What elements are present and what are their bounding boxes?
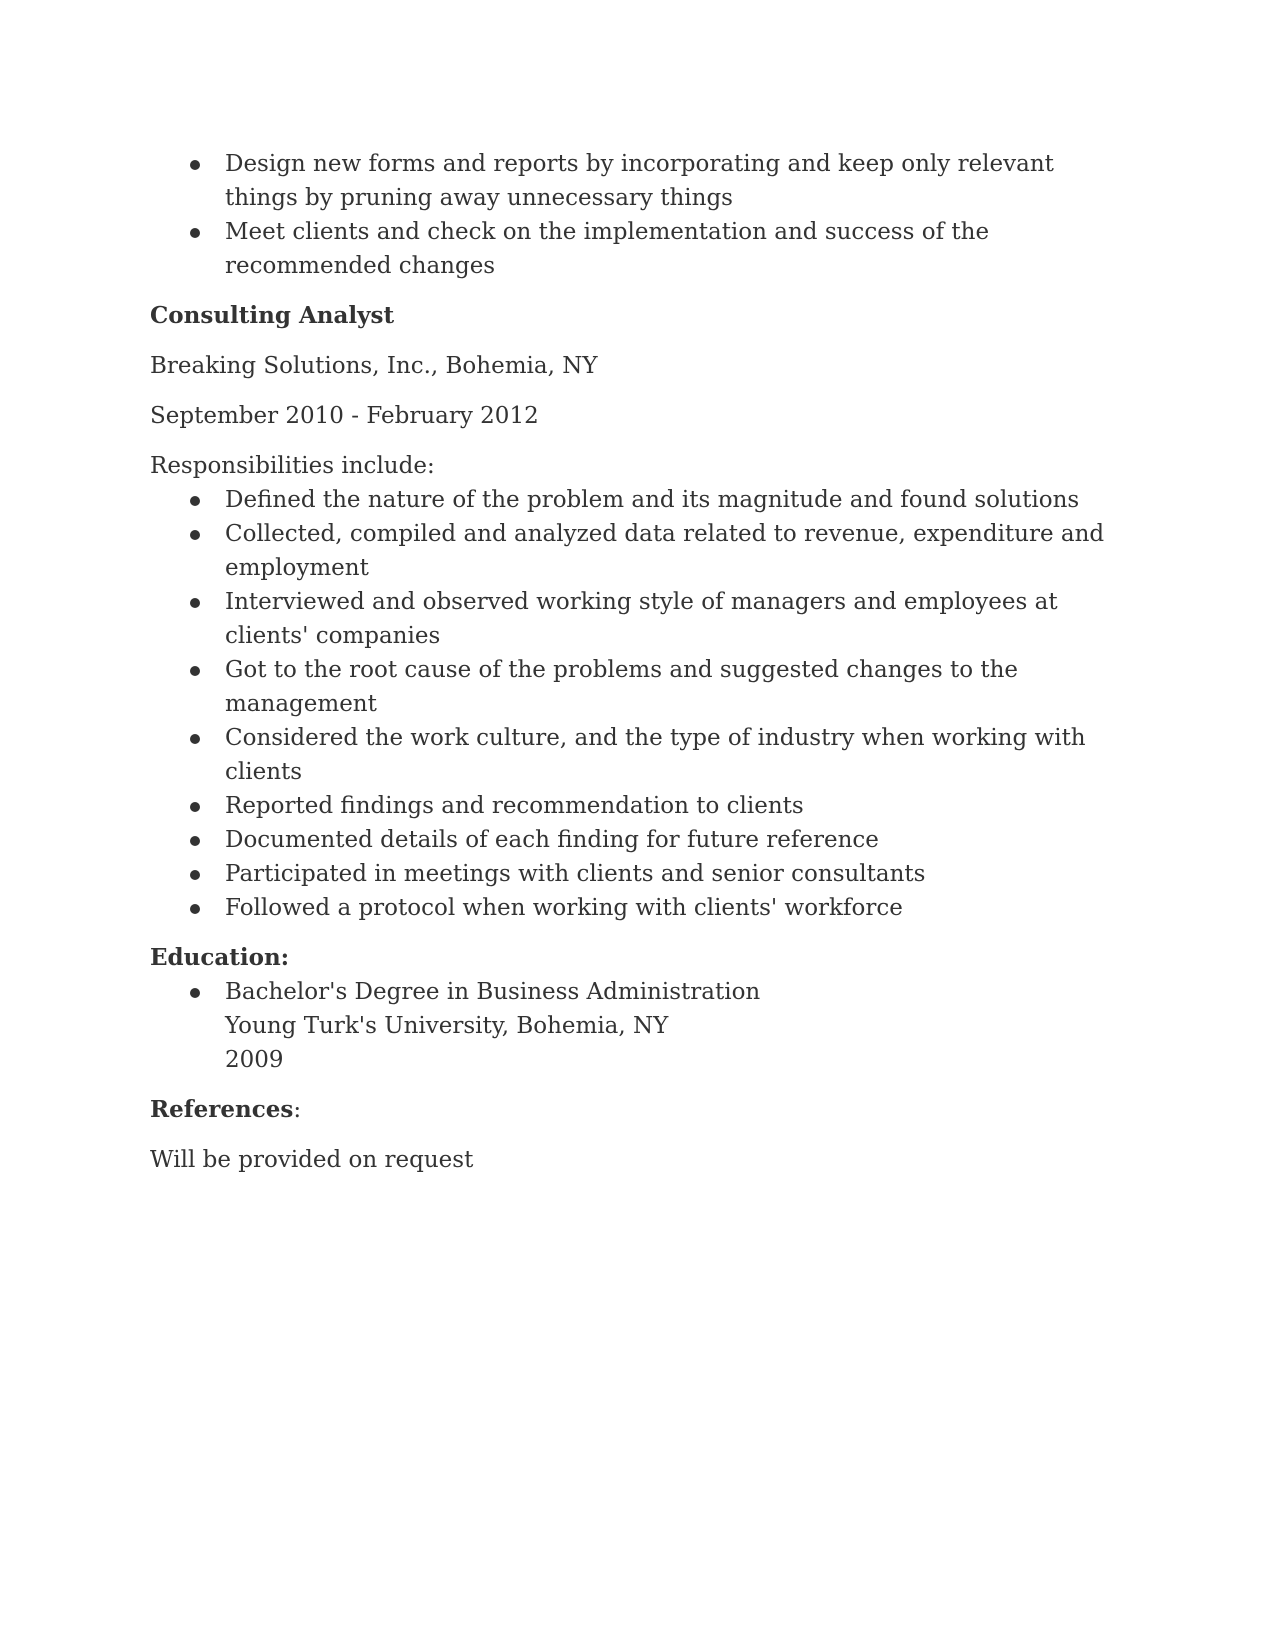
list-item: Participated in meetings with clients and senior consultants bbox=[150, 857, 1125, 891]
list-item: Followed a protocol when working with clients' workforce bbox=[150, 891, 1125, 925]
school: Young Turk's University, Bohemia, NY bbox=[225, 1013, 669, 1039]
list-item: Considered the work culture, and the type of industry when working with clients bbox=[150, 721, 1125, 789]
list-item: Collected, compiled and analyzed data related to revenue, expenditure and employment bbox=[150, 517, 1125, 585]
list-item: Design new forms and reports by incorporating and keep only relevant things by pruning away unnecessary things bbox=[150, 147, 1125, 215]
list-item: Meet clients and check on the implementation and success of the recommended changes bbox=[150, 215, 1125, 283]
education-list bbox=[150, 975, 1125, 1077]
list-item: Documented details of each finding for future reference bbox=[150, 823, 1125, 857]
company-location: Breaking Solutions, Inc., Bohemia, NY bbox=[150, 353, 598, 379]
list-item: Got to the root cause of the problems and suggested changes to the management bbox=[150, 653, 1125, 721]
responsibilities-list bbox=[150, 483, 1125, 925]
job-title: Consulting Analyst bbox=[150, 302, 395, 329]
degree: Bachelor's Degree in Business Administration bbox=[225, 979, 761, 1005]
employment-dates: September 2010 - February 2012 bbox=[150, 403, 539, 429]
references-text: Will be provided on request bbox=[150, 1147, 474, 1173]
education-entry bbox=[150, 975, 1125, 1077]
list-item: Interviewed and observed working style of managers and employees at clients' companies bbox=[150, 585, 1125, 653]
previous-job-bullets bbox=[150, 147, 1125, 283]
graduation-year: 2009 bbox=[225, 1047, 284, 1073]
references-colon: : bbox=[293, 1097, 302, 1123]
education-heading: Education: bbox=[150, 944, 290, 971]
references-heading-line bbox=[150, 1093, 1125, 1127]
resume-content bbox=[150, 147, 1125, 1177]
responsibilities-label: Responsibilities include: bbox=[150, 453, 435, 479]
references-heading: References bbox=[150, 1096, 294, 1123]
list-item: Reported findings and recommendation to clients bbox=[150, 789, 1125, 823]
list-item: Defined the nature of the problem and its magnitude and found solutions bbox=[150, 483, 1125, 517]
